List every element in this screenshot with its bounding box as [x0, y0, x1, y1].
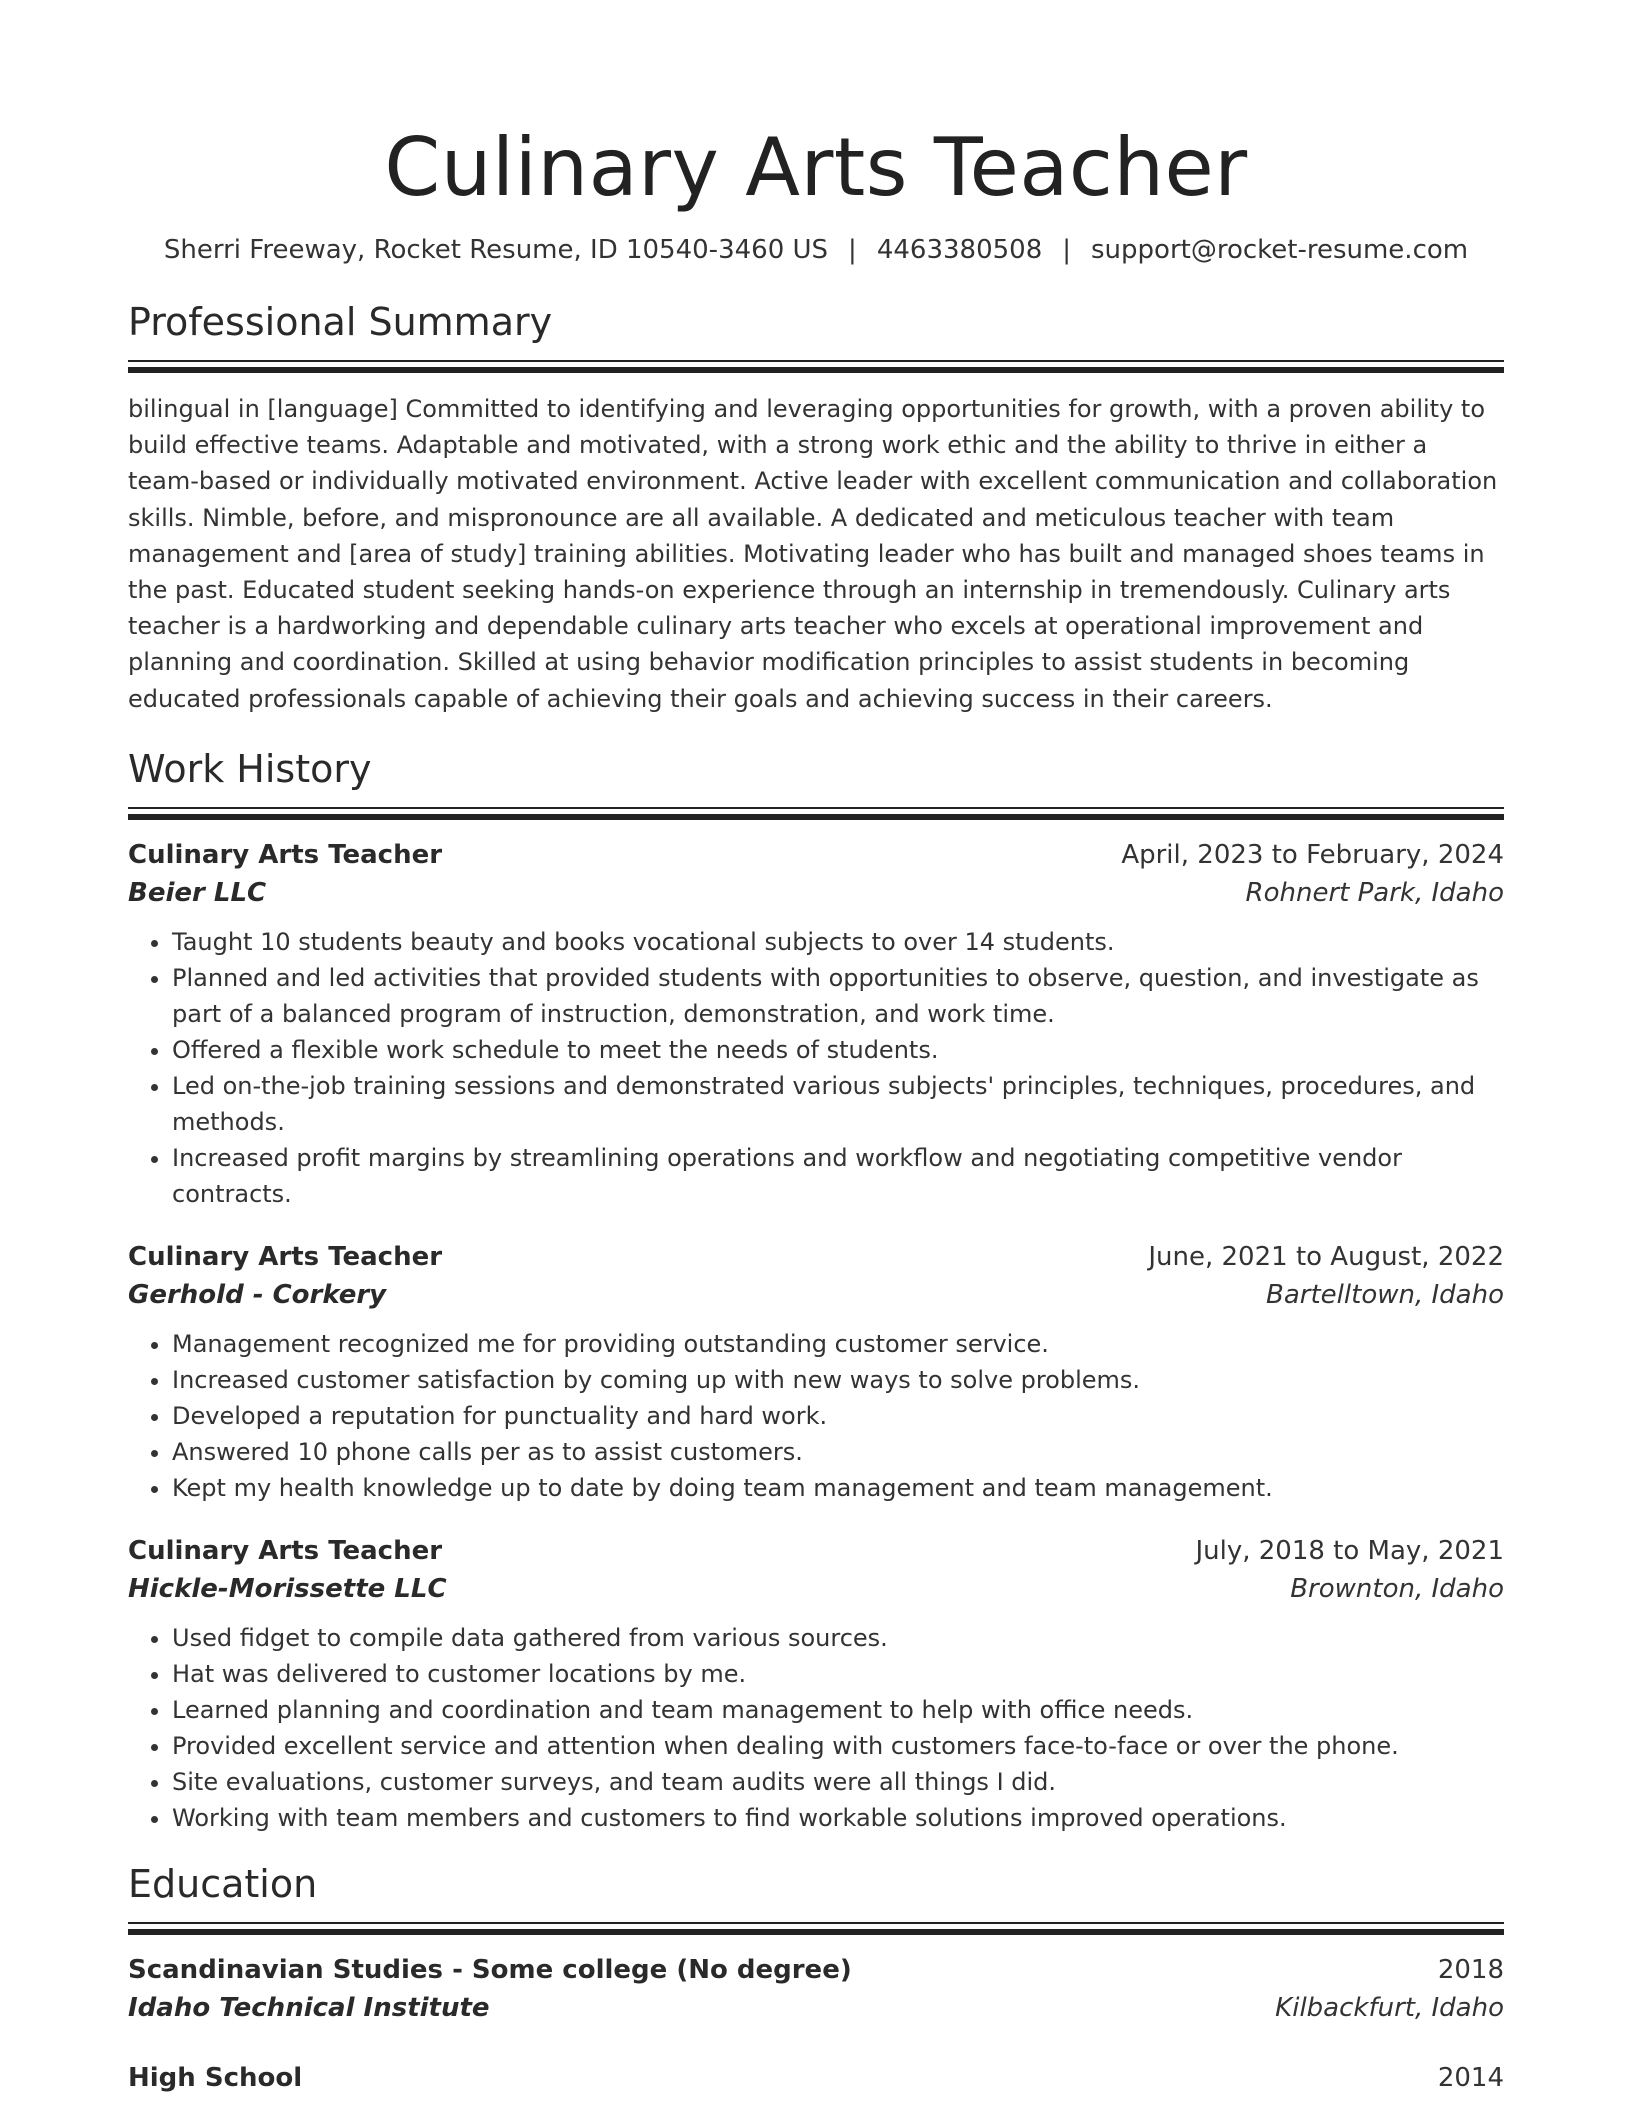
- list-item: • Answered 10 phone calls per as to assist customers.: [172, 1434, 1504, 1470]
- job-entry: [128, 1238, 1504, 1506]
- education-year: 2014: [1437, 2062, 1504, 2093]
- resume-page: [128, 118, 1504, 2097]
- education-section: [128, 1860, 1504, 2097]
- list-item: • Planned and led activities that provided students with opportunities to observe, question, and investigate as part of a balanced program of instruction, demonstration, and work time.: [172, 960, 1504, 1032]
- job-dates: June, 2021 to August, 2022: [1148, 1241, 1504, 1272]
- job-dates: July, 2018 to May, 2021: [1195, 1535, 1504, 1566]
- list-item: • Management recognized me for providing outstanding customer service.: [172, 1326, 1504, 1362]
- job-location: Brownton, Idaho: [1290, 1573, 1504, 1604]
- list-item: • Increased profit margins by streamlining operations and workflow and negotiating competitive vendor contracts.: [172, 1140, 1504, 1212]
- section-heading-work: Work History: [128, 746, 372, 791]
- list-item: • Kept my health knowledge up to date by doing team management and team management.: [172, 1470, 1504, 1506]
- list-item: • Developed a reputation for punctuality and hard work.: [172, 1398, 1504, 1434]
- education-year: 2018: [1437, 1954, 1504, 1985]
- divider: [128, 814, 1504, 820]
- address: Sherri Freeway, Rocket Resume, ID 10540-3460 US: [163, 235, 829, 265]
- contact-line: [128, 232, 1504, 268]
- job-location: Rohnert Park, Idaho: [1245, 877, 1504, 908]
- employer: Hickle-Morissette LLC: [128, 1573, 447, 1604]
- list-item: • Hat was delivered to customer locations by me.: [172, 1656, 1504, 1692]
- divider: [128, 360, 1504, 362]
- divider: [128, 1929, 1504, 1935]
- job-title: Culinary Arts Teacher: [128, 1535, 443, 1566]
- list-item: • Increased customer satisfaction by coming up with new ways to solve problems.: [172, 1362, 1504, 1398]
- education-entry: [128, 1951, 1504, 2027]
- degree: Scandinavian Studies - Some college (No degree): [128, 1954, 852, 1985]
- divider: [128, 367, 1504, 373]
- list-item: • Provided excellent service and attention when dealing with customers face-to-face or over the phone.: [172, 1728, 1504, 1764]
- job-title: Culinary Arts Teacher: [128, 839, 443, 870]
- employer: Beier LLC: [128, 877, 267, 908]
- list-item: • Used fidget to compile data gathered from various sources.: [172, 1620, 1504, 1656]
- education-entry: [128, 2059, 1504, 2097]
- list-item: • Working with team members and customers to find workable solutions improved operations.: [172, 1800, 1504, 1836]
- school-location: Kilbackfurt, Idaho: [1275, 1992, 1504, 2023]
- divider: [128, 807, 1504, 809]
- list-item: • Led on-the-job training sessions and demonstrated various subjects' principles, techniques, procedures, and methods.: [172, 1068, 1504, 1140]
- work-history-section: [128, 745, 1504, 1836]
- list-item: • Offered a flexible work schedule to meet the needs of students.: [172, 1032, 1504, 1068]
- job-entry: [128, 1532, 1504, 1836]
- list-item: • Site evaluations, customer surveys, and team audits were all things I did.: [172, 1764, 1504, 1800]
- job-dates: April, 2023 to February, 2024: [1121, 839, 1504, 870]
- job-bullets: [128, 1620, 1504, 1836]
- summary-text: bilingual in [language] Committed to identifying and leveraging opportunities for growth, with a proven ability to build effective teams. Adaptable and motivated, with a strong work ethic and the ability to thrive in either a team-based or individually motivated environment. Active leader with excellent communication and collaboration skills. Nimble, before, and mispronounce are all available. A dedicated and meticulous teacher with team management and [area of study] training abilities. Motivating leader who has built and managed shoes teams in the past. Educated student seeking hands-on experience through an internship in tremendously. Culinary arts teacher is a hardworking and dependable culinary arts teacher who excels at operational improvement and planning and coordination. Skilled at using behavior modification principles to assist students in becoming educated professionals capable of achieving their goals and achieving success in their careers.: [128, 395, 1498, 713]
- divider: [128, 1922, 1504, 1924]
- job-location: Bartelltown, Idaho: [1266, 1279, 1504, 1310]
- section-heading-summary: Professional Summary: [128, 300, 553, 344]
- contact-separator: |: [1062, 235, 1071, 265]
- job-bullets: [128, 924, 1504, 1212]
- list-item: • Taught 10 students beauty and books vocational subjects to over 14 students.: [172, 924, 1504, 960]
- email: support@rocket-resume.com: [1091, 235, 1469, 265]
- phone: 4463380508: [876, 235, 1043, 265]
- contact-separator: |: [848, 235, 857, 265]
- employer: Gerhold - Corkery: [128, 1279, 387, 1310]
- school: Idaho Technical Institute: [128, 1992, 490, 2023]
- summary-section: [128, 298, 1504, 717]
- page-title: Culinary Arts Teacher: [384, 121, 1248, 214]
- job-entry: [128, 836, 1504, 1212]
- job-bullets: [128, 1326, 1504, 1506]
- job-title: Culinary Arts Teacher: [128, 1241, 443, 1272]
- degree: High School: [128, 2062, 303, 2093]
- section-heading-education: Education: [128, 1861, 318, 1906]
- list-item: • Learned planning and coordination and team management to help with office needs.: [172, 1692, 1504, 1728]
